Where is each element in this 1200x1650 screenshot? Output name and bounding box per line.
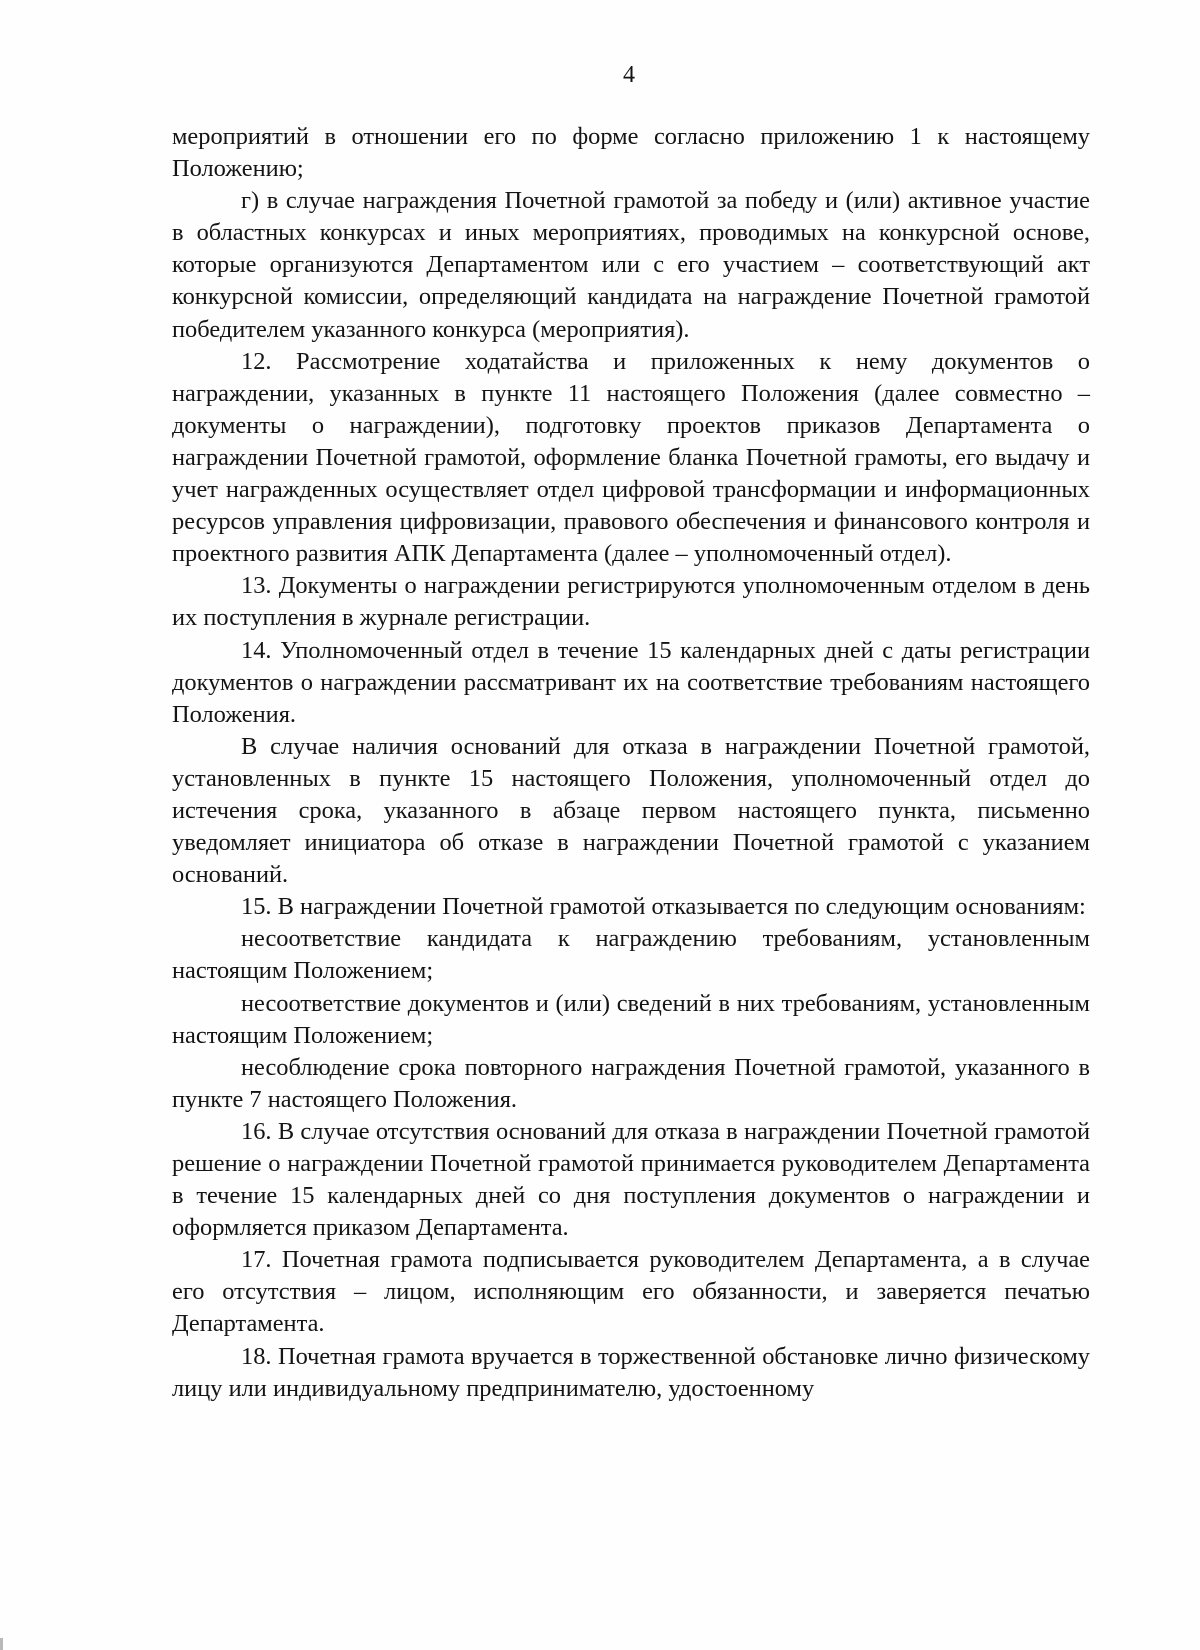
paragraph-14: 14. Уполномоченный отдел в течение 15 календарных дней с даты регистрации документов о награждении рассматривант их на соответствие требованиям настоящего Положения.: [172, 636, 1090, 728]
page-number: 4: [623, 62, 635, 88]
paragraph-14-refusal: В случае наличия оснований для отказа в награждении Почетной грамотой, установленных в пункте 15 настоящего Положения, уполномоченный отдел до истечения срока, указанного в абзаце первом настоящего пункта, письменно уведомляет инициатора об отказе в награждении Почетной грамотой с указанием оснований.: [172, 732, 1090, 889]
paragraph-12: 12. Рассмотрение ходатайства и приложенных к нему документов о награждении, указанных в пункте 11 настоящего Положения (далее совместно – документы о награждении), подготовку проектов приказов Департамента о награждении Почетной грамотой, оформление бланка Почетной грамоты, его выдачу и учет награжденных осуществляет отдел цифровой трансформации и информационных ресурсов управления цифровизации, правового обеспечения и финансового контроля и проектного развития АПК Департамента (далее – уполномоченный отдел).: [172, 347, 1090, 568]
paragraph-17: 17. Почетная грамота подписывается руководителем Департамента, а в случае его отсутствия – лицом, исполняющим его обязанности, и заверяется печатью Департамента.: [172, 1246, 1090, 1338]
paragraph-15-ground-1: несоответствие кандидата к награждению требованиям, установленным настоящим Положением;: [172, 925, 1090, 985]
paragraph-15: 15. В награждении Почетной грамотой отказывается по следующим основаниям:: [241, 893, 1086, 921]
paragraph-18: 18. Почетная грамота вручается в торжественной обстановке лично физическому лицу или индивидуальному предпринимателю, удостоенному: [172, 1342, 1090, 1402]
document-body: [172, 121, 1090, 1405]
scan-edge-mark: [0, 1638, 3, 1650]
paragraph-13: 13. Документы о награждении регистрируются уполномоченным отделом в день их поступления в журнале регистрации.: [172, 572, 1090, 632]
paragraph-15-ground-2: несоответствие документов и (или) сведений в них требованиям, установленным настоящим Положением;: [172, 989, 1090, 1049]
paragraph-item-g: г) в случае награждения Почетной грамотой за победу и (или) активное участие в областных конкурсах и иных мероприятиях, проводимых на конкурсной основе, которые организуются Департаментом или с его участием – соответствующий акт конкурсной комиссии, определяющий кандидата на награждение Почетной грамотой победителем указанного конкурса (мероприятия).: [172, 187, 1090, 343]
paragraph-16: 16. В случае отсутствия оснований для отказа в награждении Почетной грамотой решение о награждении Почетной грамотой принимается руководителем Департамента в течение 15 календарных дней со дня поступления документов о награждении и оформляется приказом Департамента.: [172, 1117, 1090, 1242]
paragraph-continuation: мероприятий в отношении его по форме согласно приложению 1 к настоящему Положению;: [172, 123, 1090, 183]
paragraph-15-ground-3: несоблюдение срока повторного награждения Почетной грамотой, указанного в пункте 7 настоящего Положения.: [172, 1053, 1090, 1113]
